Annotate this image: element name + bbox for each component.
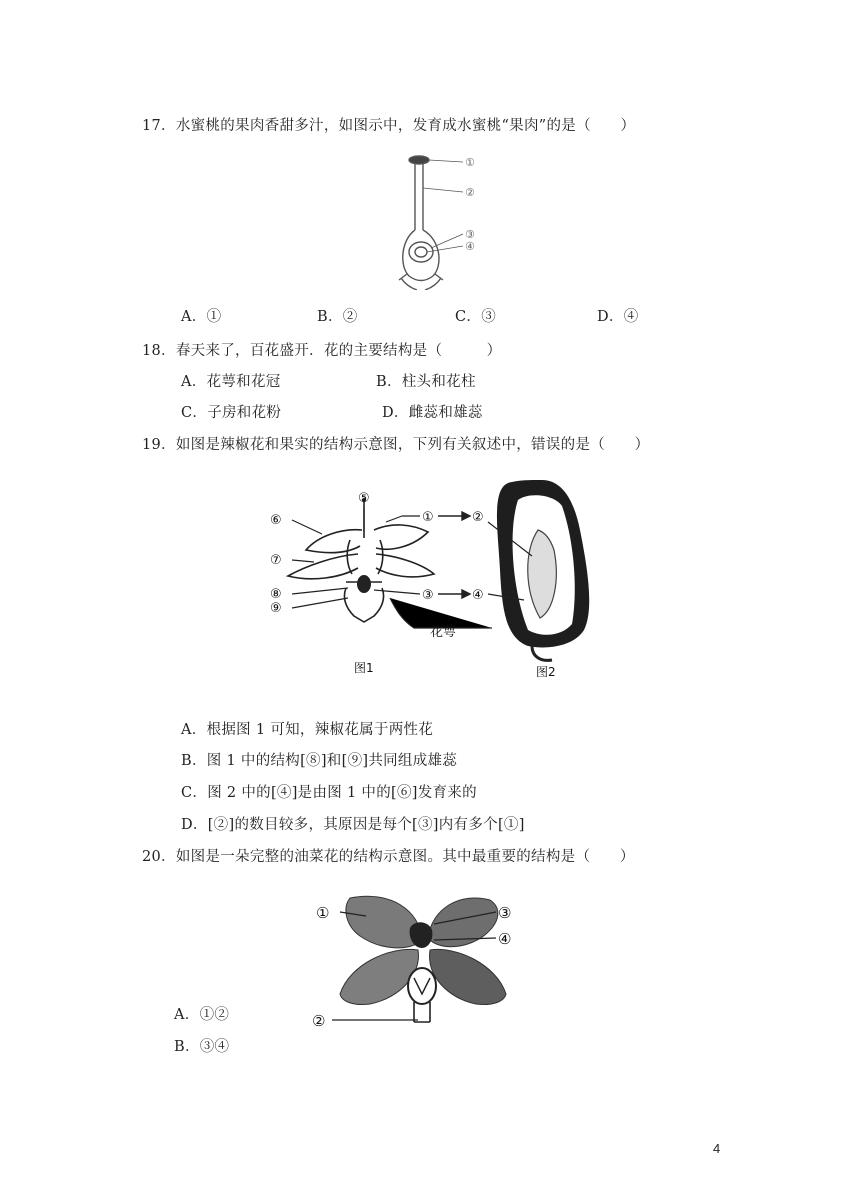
q19-label-4: ④ — [472, 588, 484, 603]
q17-label-3: ③ — [465, 228, 475, 241]
q20-label-1: ① — [316, 904, 330, 922]
q19-label-1: ① — [422, 510, 434, 525]
q19-option-d[interactable]: D．[②]的数目较多，其原因是每个[③]内有多个[①] — [181, 817, 525, 833]
q17-option-c[interactable]: C．③ — [455, 309, 496, 325]
q17-label-1: ① — [465, 156, 475, 169]
q19-option-c[interactable]: C．图 2 中的[④]是由图 1 中的[⑥]发育来的 — [181, 785, 477, 801]
q19-label-9: ⑨ — [270, 601, 282, 616]
q18-option-b[interactable]: B．柱头和花柱 — [376, 374, 476, 390]
q19-flower-shape — [288, 500, 434, 622]
q18-stem: 18．春天来了，百花盛开．花的主要结构是（ ） — [142, 343, 502, 359]
q17-stem: 17．水蜜桃的果肉香甜多汁，如图示中，发育成水蜜桃“果肉”的是（ ） — [142, 118, 636, 134]
q19-fig1-caption: 图1 — [354, 661, 374, 675]
q19-option-a[interactable]: A．根据图 1 可知，辣椒花属于两性花 — [181, 722, 434, 738]
q20-label-2: ② — [312, 1012, 326, 1030]
q20-label-3: ③ — [498, 904, 512, 922]
q20-label-4: ④ — [498, 930, 512, 948]
q18-option-a[interactable]: A．花萼和花冠 — [181, 374, 281, 390]
q20-option-b[interactable]: B．③④ — [174, 1039, 230, 1055]
q19-label-2: ② — [472, 510, 484, 525]
q19-label-6: ⑥ — [270, 513, 282, 528]
q19-pepper-diagram — [262, 470, 607, 685]
q20-option-a[interactable]: A．①② — [174, 1007, 230, 1023]
q19-label-5: ⑤ — [358, 491, 370, 506]
q18-option-d[interactable]: D．雌蕊和雄蕊 — [382, 405, 483, 421]
q17-stigma-shape — [409, 156, 429, 164]
q19-stem: 19．如图是辣椒花和果实的结构示意图，下列有关叙述中，错误的是（ ） — [142, 437, 650, 453]
q19-option-b[interactable]: B．图 1 中的结构[⑧]和[⑨]共同组成雄蕊 — [181, 753, 458, 769]
page-number: 4 — [713, 1141, 721, 1156]
q17-option-a[interactable]: A．① — [181, 309, 222, 325]
q19-label-calyx: 花萼 — [430, 625, 457, 640]
q17-pistil-diagram — [395, 148, 495, 290]
q17-label-4: ④ — [465, 240, 475, 253]
q19-label-7: ⑦ — [270, 553, 282, 568]
q17-option-d[interactable]: D．④ — [597, 309, 639, 325]
q19-label-8: ⑧ — [270, 587, 282, 602]
q19-label-3: ③ — [422, 588, 434, 603]
q17-label-2: ② — [465, 186, 475, 199]
q20-rapeseed-flower-diagram — [310, 890, 535, 1038]
q20-stem: 20．如图是一朵完整的油菜花的结构示意图。其中最重要的结构是（ ） — [142, 849, 635, 865]
q19-ovary-mark — [357, 575, 371, 593]
q19-fig2-caption: 图2 — [536, 665, 556, 679]
q17-option-b[interactable]: B．② — [317, 309, 358, 325]
q18-option-c[interactable]: C．子房和花粉 — [181, 405, 282, 421]
q17-ovary-shape — [403, 230, 439, 281]
